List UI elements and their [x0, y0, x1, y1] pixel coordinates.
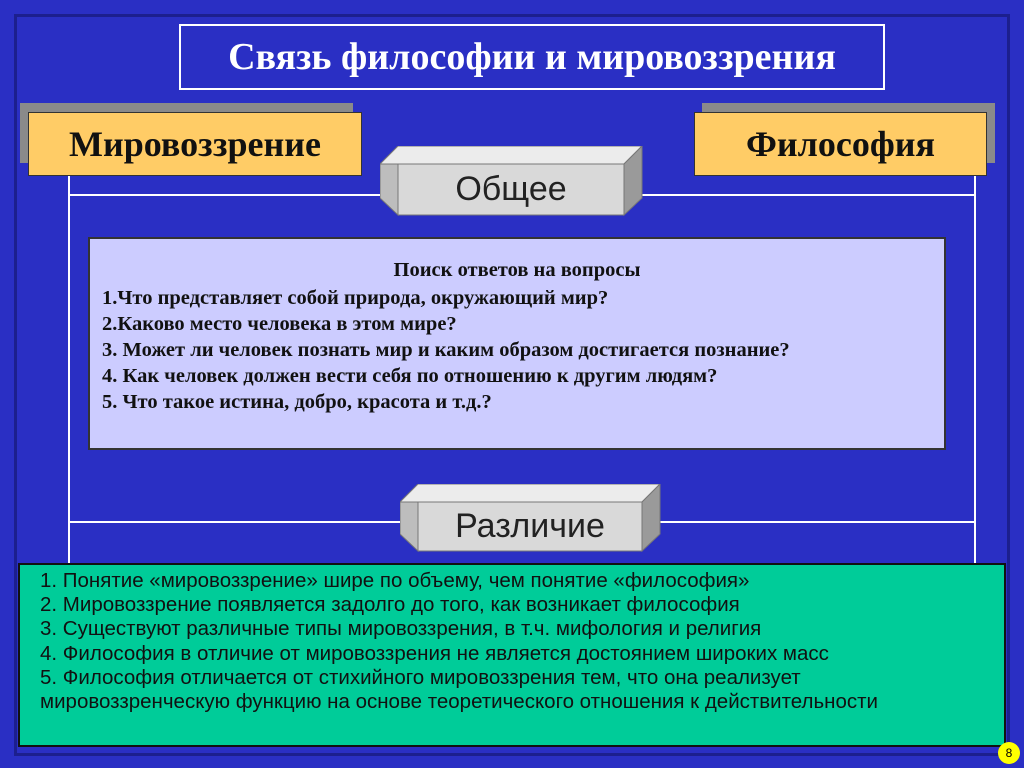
- difference-item: 4. Философия в отличие от мировоззрения не является достоянием широких масс: [40, 641, 829, 665]
- common-item: 4. Как человек должен вести себя по отношению к другим людям?: [102, 365, 718, 387]
- difference-item: 3. Существуют различные типы мировоззрения, в т.ч. мифология и религия: [40, 617, 762, 641]
- worldview-label: Мировоззрение: [28, 112, 362, 176]
- difference-block: [400, 484, 662, 552]
- common-heading: Поиск ответов на вопросы: [393, 259, 641, 281]
- connector-line: [974, 174, 976, 564]
- difference-item: 2. Мировоззрение появляется задолго до того, как возникает философия: [40, 593, 740, 617]
- page-number-badge: 8: [998, 742, 1020, 764]
- common-block-label: Общее: [455, 170, 567, 208]
- philosophy-label: Философия: [694, 112, 987, 176]
- common-item: 1.Что представляет собой природа, окружающий мир?: [102, 287, 609, 309]
- difference-block-label: Различие: [455, 507, 605, 545]
- slide-title: Связь философии и мировоззрения: [179, 24, 885, 90]
- connector-line: [68, 174, 70, 564]
- differences-box: [18, 563, 1006, 747]
- common-block: [380, 146, 644, 216]
- common-item: 2.Каково место человека в этом мире?: [102, 313, 457, 335]
- common-item: 5. Что такое истина, добро, красота и т.д.?: [102, 391, 492, 413]
- common-item: 3. Может ли человек познать мир и каким образом достигается познание?: [102, 339, 790, 361]
- difference-item: 1. Понятие «мировоззрение» шире по объему, чем понятие «философия»: [40, 569, 750, 592]
- difference-item: 5. Философия отличается от стихийного мировоззрения тем, что она реализует мировоззренческую функцию на основе теоретического отношения к действительности: [40, 665, 878, 714]
- common-questions-box: [88, 237, 946, 450]
